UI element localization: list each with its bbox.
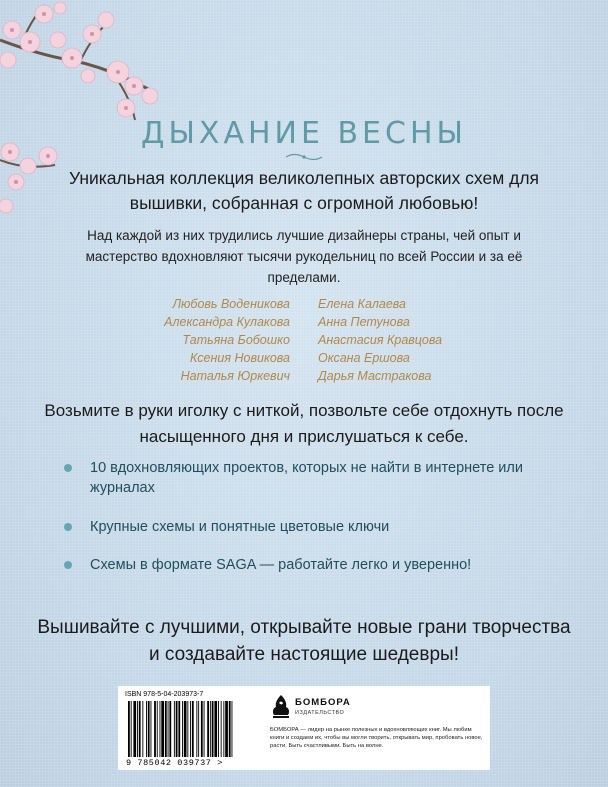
bullet-dot-icon	[64, 561, 72, 569]
bullet-dot-icon	[64, 523, 72, 531]
barcode-digits: 9 785042 039737 >	[126, 758, 223, 768]
publisher-description: БОМБОРА — лидер на рынке полезных и вдохновляющих книг. Мы любим книги и создаем их, чтобы вы могли творить, открывать мир, пробовать новое, расти. Быть счастливыми. Быть на волне.	[270, 727, 483, 749]
lead-paragraph: Уникальная коллекция великолепных авторских схем для вышивки, собранная с огромной любовью!	[68, 168, 540, 213]
isbn-text: ISBN 978-5-04-203973-7	[125, 691, 204, 698]
author-name: Анна Петунова	[318, 315, 410, 329]
author-name: Елена Калаева	[318, 297, 406, 311]
publisher-name: БОМБОРА	[295, 697, 351, 708]
cherry-blossom-branch-illustration	[0, 0, 170, 130]
title-ornament-icon	[284, 152, 324, 162]
feature-text: Схемы в формате SAGA — работайте легко и уверенно!	[90, 557, 472, 573]
feature-item	[64, 458, 544, 498]
authors-right-column	[318, 295, 442, 385]
bullet-dot-icon	[64, 464, 72, 472]
barcode-icon	[126, 701, 260, 757]
author-name: Александра Кулакова	[164, 315, 290, 329]
publisher-subtitle: ИЗДАТЕЛЬСТВО	[295, 710, 345, 716]
author-name: Любовь Воденикова	[172, 297, 290, 311]
author-name: Дарья Мастракова	[318, 369, 432, 383]
feature-text: Крупные схемы и понятные цветовые ключи	[90, 519, 390, 535]
authors-left-column	[164, 295, 290, 385]
author-name: Анастасия Кравцова	[318, 333, 443, 347]
author-name: Оксана Ершова	[318, 351, 410, 365]
bombora-logo-icon	[270, 694, 292, 720]
author-name: Ксения Новикова	[189, 351, 290, 365]
feature-item	[64, 517, 544, 537]
invitation-paragraph: Возьмите в руки иголку с ниткой, позвольте себе отдохнуть после насыщенного дня и прислушаться к себе.	[44, 401, 564, 446]
designers-paragraph: Над каждой из них трудились лучшие дизайнеры страны, чей опыт и мастерство вдохновляют тысячи рукодельниц по всей России и за её пределами.	[85, 228, 523, 285]
features-list	[64, 458, 544, 575]
barcode-panel	[118, 686, 490, 770]
author-name: Наталья Юркевич	[180, 369, 290, 383]
feature-text: 10 вдохновляющих проектов, которых не найти в интернете или журналах	[90, 460, 523, 496]
author-name: Татьяна Бобошко	[182, 333, 290, 347]
feature-item	[64, 555, 544, 575]
book-title: ДЫХАНИЕ ВЕСНЫ	[141, 116, 467, 151]
closing-paragraph: Вышивайте с лучшими, открывайте новые грани творчества и создавайте настоящие шедевры!	[37, 617, 571, 665]
